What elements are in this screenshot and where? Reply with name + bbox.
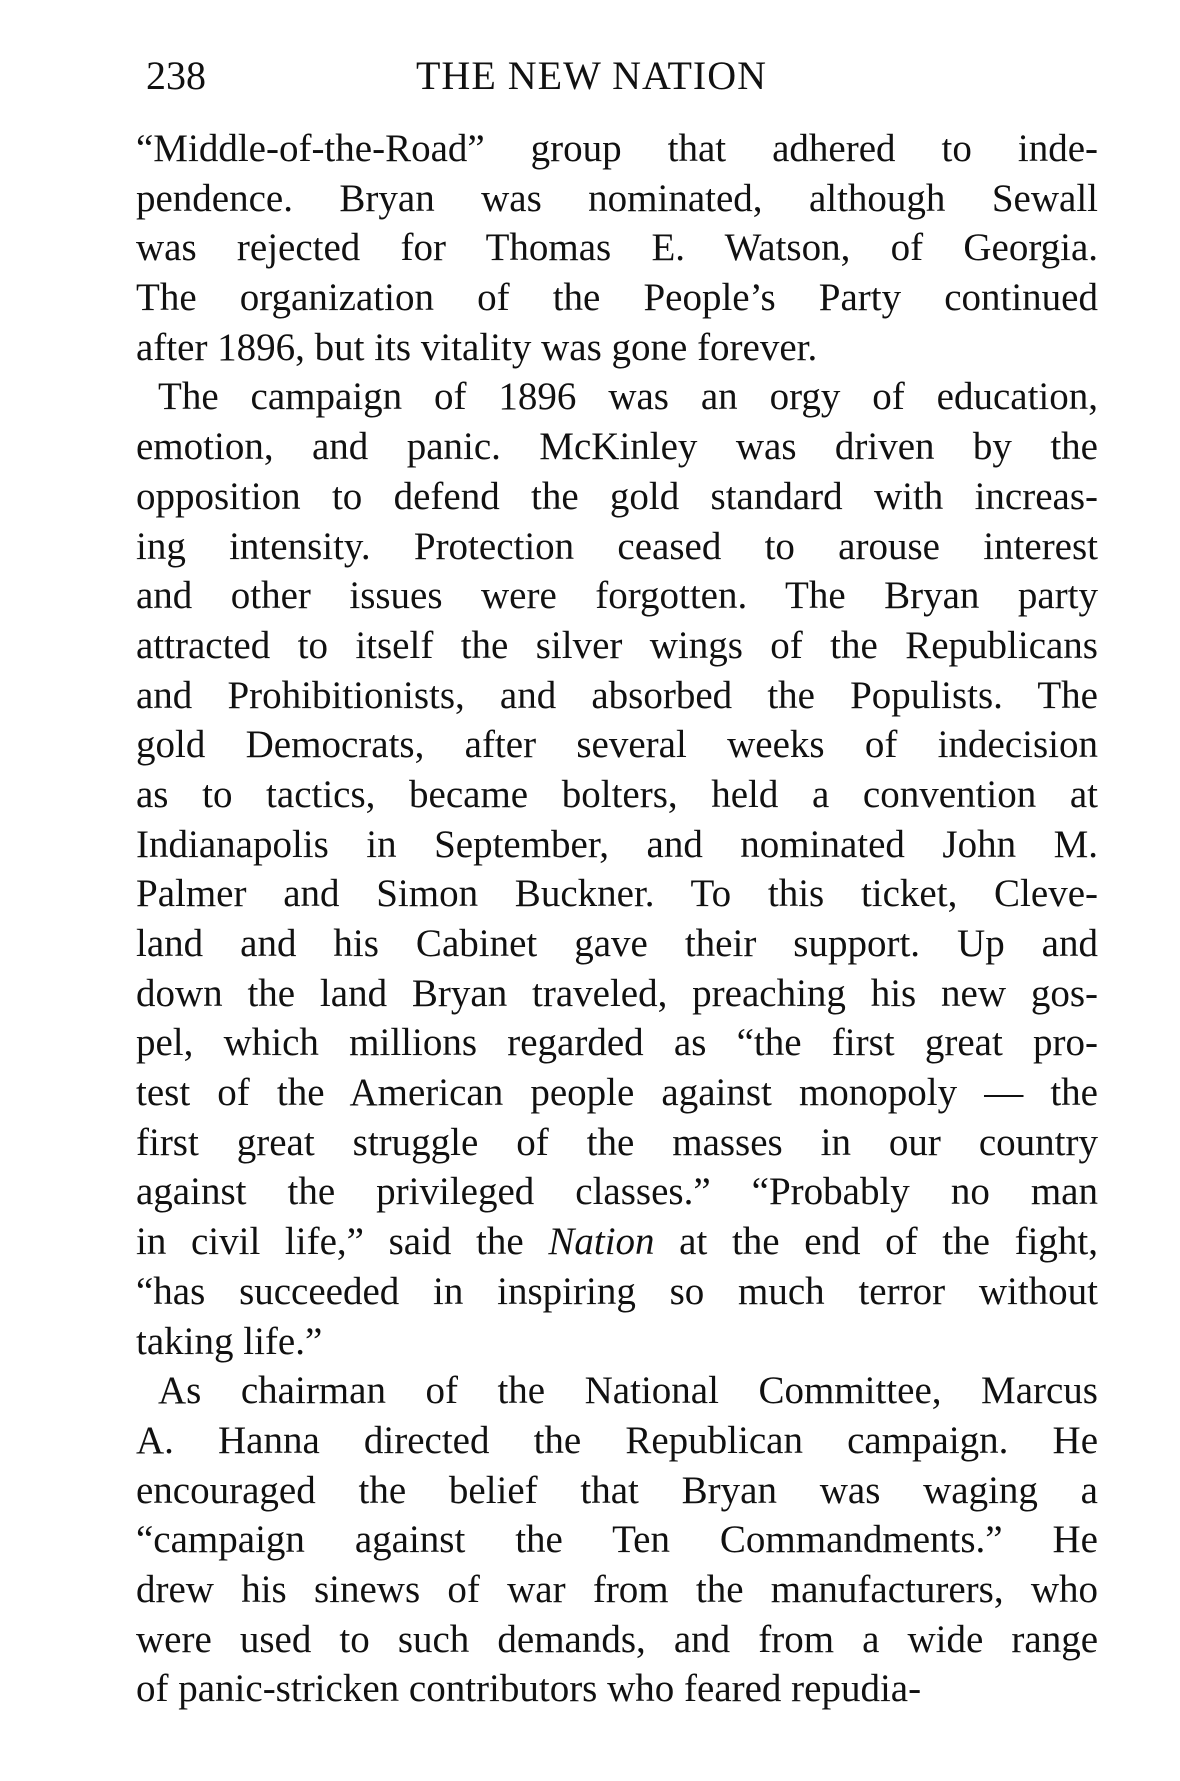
paragraph — [136, 1366, 1098, 1714]
text-line: pendence. Bryan was nominated, although Sewall — [136, 176, 1098, 220]
text-line: and Prohibitionists, and absorbed the Populists. The — [136, 673, 1098, 717]
text-line: “campaign against the Ten Commandments.” He — [136, 1518, 1098, 1562]
text-line: down the land Bryan traveled, preaching his new gos- — [136, 971, 1098, 1015]
text-line: ing intensity. Protection ceased to arouse interest — [136, 524, 1098, 568]
text-line: pel, which millions regarded as “the first great pro- — [136, 1021, 1098, 1065]
text-line: was rejected for Thomas E. Watson, of Georgia. — [136, 226, 1098, 270]
text-line: test of the American people against monopoly — the — [136, 1071, 1098, 1115]
text-line: The campaign of 1896 was an orgy of education, — [158, 375, 1098, 419]
paragraph — [136, 124, 1098, 372]
text-line: opposition to defend the gold standard with increas- — [136, 474, 1098, 518]
text-line: A. Hanna directed the Republican campaign. He — [136, 1418, 1098, 1462]
text-segment: in civil life,” said the — [136, 1220, 549, 1264]
text-line: As chairman of the National Committee, Marcus — [158, 1369, 1098, 1413]
text-line: The organization of the People’s Party continued — [136, 276, 1098, 320]
text-line: were used to such demands, and from a wide range — [136, 1617, 1098, 1661]
text-segment: at the end of the fight, — [654, 1220, 1098, 1264]
text-line: attracted to itself the silver wings of the Republicans — [136, 623, 1098, 667]
text-line: Palmer and Simon Buckner. To this ticket, Cleve- — [136, 872, 1098, 916]
page-number: 238 — [146, 53, 206, 98]
text-line: taking life.” — [136, 1319, 323, 1363]
text-line: and other issues were forgotten. The Bryan party — [136, 574, 1098, 618]
text-line: “has succeeded in inspiring so much terror without — [136, 1269, 1098, 1313]
running-title: THE NEW NATION — [416, 53, 767, 98]
text-line: of panic-stricken contributors who feared repudia- — [136, 1667, 922, 1711]
text-line: Indianapolis in September, and nominated John M. — [136, 822, 1098, 866]
text-line: encouraged the belief that Bryan was waging a — [136, 1468, 1098, 1512]
italic-title: Nation — [548, 1220, 655, 1264]
text-line: after 1896, but its vitality was gone forever. — [136, 325, 818, 369]
text-line: land and his Cabinet gave their support. Up and — [136, 922, 1098, 965]
text-line: first great struggle of the masses in our country — [136, 1120, 1098, 1164]
text-line: emotion, and panic. McKinley was driven by the — [136, 425, 1098, 469]
text-line: against the privileged classes.” “Probably no man — [136, 1170, 1098, 1214]
text-line: as to tactics, became bolters, held a convention at — [136, 772, 1098, 816]
text-line: drew his sinews of war from the manufacturers, who — [136, 1567, 1098, 1611]
text-line: gold Democrats, after several weeks of indecision — [136, 723, 1098, 767]
text-line — [136, 1217, 1098, 1267]
paragraph — [136, 372, 1098, 1366]
text-line: “Middle-of-the-Road” group that adhered to inde- — [136, 127, 1098, 170]
page-body — [136, 124, 1098, 1714]
running-header — [146, 52, 1106, 102]
